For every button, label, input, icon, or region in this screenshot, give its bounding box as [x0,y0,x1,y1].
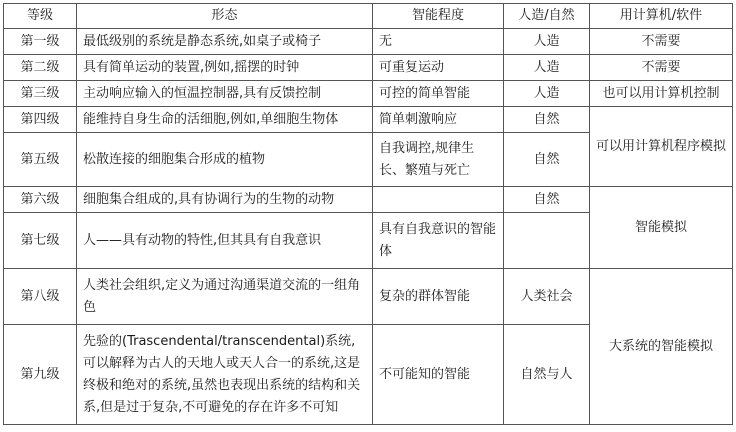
intelligence-cell: 复杂的群体智能 [373,269,504,325]
artificial-natural-cell: 人造 [504,55,590,81]
artificial-natural-cell: 人造 [504,29,590,55]
table-row [4,187,733,213]
form-cell: 人——具有动物的特性,但其具有自我意识 [77,213,373,269]
form-cell: 细胞集合组成的,具有协调行为的生物的动物 [77,187,373,213]
header-row [4,4,733,29]
form-cell: 最低级别的系统是静态系统,如桌子或椅子 [77,29,373,55]
artificial-natural-cell: 自然 [504,187,590,213]
header-intelligence: 智能程度 [373,4,504,29]
computer-cell: 也可以用计算机控制 [590,81,733,107]
computer-cell: 不需要 [590,29,733,55]
intelligence-cell: 可重复运动 [373,55,504,81]
artificial-natural-cell [504,213,590,269]
artificial-natural-cell: 自然 [504,133,590,187]
form-cell: 主动响应输入的恒温控制器,具有反馈控制 [77,81,373,107]
intelligence-cell: 简单刺激响应 [373,107,504,133]
form-cell: 人类社会组织,定义为通过沟通渠道交流的一组角色 [77,269,373,325]
intelligence-cell: 自我调控,规律生长、繁殖与死亡 [373,133,504,187]
table-row [4,81,733,107]
system-levels-table [3,3,733,425]
table-row [4,29,733,55]
level-cell: 第一级 [4,29,77,55]
header-level: 等级 [4,4,77,29]
intelligence-cell: 可控的简单智能 [373,81,504,107]
intelligence-cell: 具有自我意识的智能体 [373,213,504,269]
computer-cell: 智能模拟 [590,187,733,269]
table-row [4,107,733,133]
form-cell: 松散连接的细胞集合形成的植物 [77,133,373,187]
computer-cell: 可以用计算机程序模拟 [590,107,733,187]
level-cell: 第四级 [4,107,77,133]
computer-cell: 不需要 [590,55,733,81]
intelligence-cell [373,187,504,213]
form-cell: 具有简单运动的装置,例如,摇摆的时钟 [77,55,373,81]
table-row [4,55,733,81]
form-cell: 能维持自身生命的活细胞,例如,单细胞生物体 [77,107,373,133]
artificial-natural-cell: 人类社会 [504,269,590,325]
computer-cell: 大系统的智能模拟 [590,269,733,425]
table-row [4,269,733,325]
level-cell: 第七级 [4,213,77,269]
level-cell: 第八级 [4,269,77,325]
header-form: 形态 [77,4,373,29]
artificial-natural-cell: 自然与人 [504,325,590,425]
level-cell: 第二级 [4,55,77,81]
level-cell: 第九级 [4,325,77,425]
level-cell: 第六级 [4,187,77,213]
header-artificial-natural: 人造/自然 [504,4,590,29]
level-cell: 第五级 [4,133,77,187]
artificial-natural-cell: 自然 [504,107,590,133]
form-cell: 先验的(Trascendental/transcendental)系统,可以解释为古人的天地人或天人合一的系统,这是终极和绝对的系统,虽然也表现出系统的结构和关系,但是过于复杂,不可避免的存在许多不可知 [77,325,373,425]
intelligence-cell: 不可能知的智能 [373,325,504,425]
intelligence-cell: 无 [373,29,504,55]
header-computer-software: 用计算机/软件 [590,4,733,29]
level-cell: 第三级 [4,81,77,107]
artificial-natural-cell: 人造 [504,81,590,107]
